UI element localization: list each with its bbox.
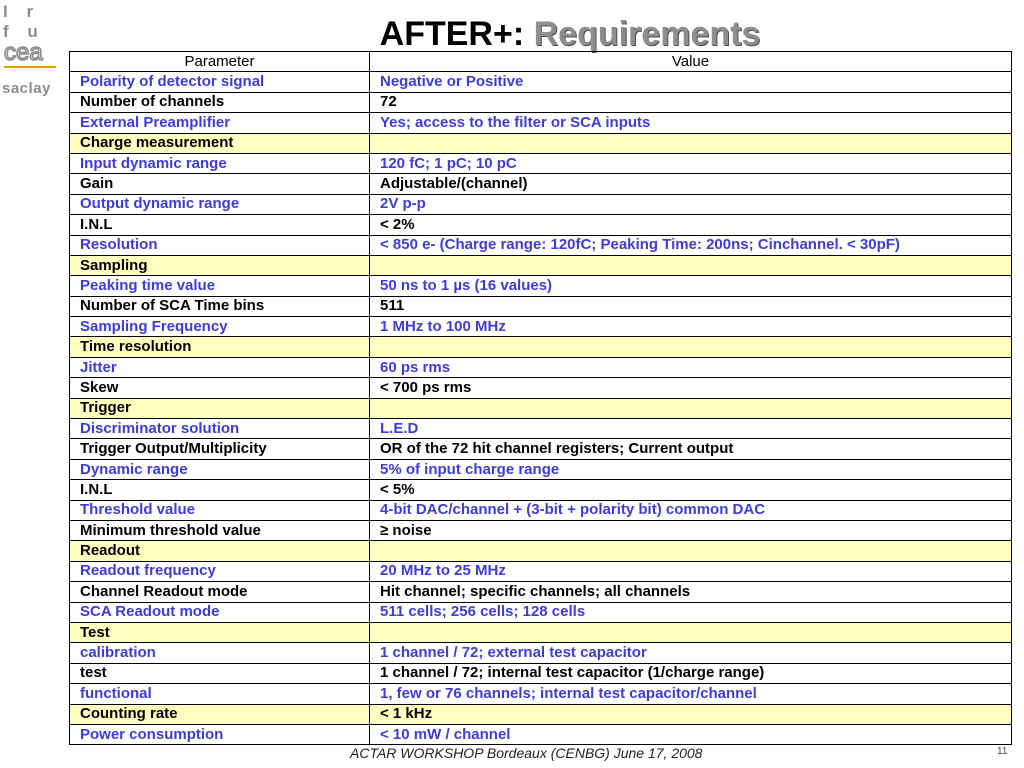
value-cell: 72 xyxy=(370,92,1012,112)
table-row xyxy=(70,520,1012,540)
parameter-cell: Skew xyxy=(70,378,370,398)
table-row xyxy=(70,174,1012,194)
parameter-cell: Charge measurement xyxy=(70,133,370,153)
parameter-cell: Channel Readout mode xyxy=(70,582,370,602)
value-cell: 511 cells; 256 cells; 128 cells xyxy=(370,602,1012,622)
parameter-cell: Polarity of detector signal xyxy=(70,72,370,92)
parameter-cell: calibration xyxy=(70,643,370,663)
parameter-cell: test xyxy=(70,663,370,683)
value-cell: 120 fC; 1 pC; 10 pC xyxy=(370,153,1012,173)
parameter-cell: Threshold value xyxy=(70,500,370,520)
parameter-cell: Readout xyxy=(70,541,370,561)
value-cell: OR of the 72 hit channel registers; Current output xyxy=(370,439,1012,459)
parameter-cell: Number of SCA Time bins xyxy=(70,296,370,316)
parameter-cell: Sampling Frequency xyxy=(70,317,370,337)
value-cell: L.E.D xyxy=(370,419,1012,439)
parameter-cell: Time resolution xyxy=(70,337,370,357)
table-row xyxy=(70,663,1012,683)
table-row xyxy=(70,602,1012,622)
parameter-cell: Test xyxy=(70,622,370,642)
value-cell: < 1 kHz xyxy=(370,704,1012,724)
value-cell: 50 ns to 1 µs (16 values) xyxy=(370,276,1012,296)
value-cell: ≥ noise xyxy=(370,520,1012,540)
title-part-1: AFTER+: xyxy=(379,15,525,53)
header-value: Value xyxy=(370,52,1012,72)
parameter-cell: Input dynamic range xyxy=(70,153,370,173)
parameter-cell: Trigger xyxy=(70,398,370,418)
parameter-cell: Resolution xyxy=(70,235,370,255)
value-cell: < 5% xyxy=(370,480,1012,500)
footer-text: ACTAR WORKSHOP Bordeaux (CENBG) June 17, 2008 xyxy=(350,745,703,761)
slide-title xyxy=(0,14,1024,54)
table-row xyxy=(70,724,1012,744)
table-header-row xyxy=(70,52,1012,72)
parameter-cell: Sampling xyxy=(70,255,370,275)
value-cell: Negative or Positive xyxy=(370,72,1012,92)
parameter-cell: Minimum threshold value xyxy=(70,520,370,540)
parameter-cell: I.N.L xyxy=(70,215,370,235)
value-cell: 1, few or 76 channels; internal test capacitor/channel xyxy=(370,684,1012,704)
parameter-cell: Gain xyxy=(70,174,370,194)
table-row xyxy=(70,643,1012,663)
logo-saclay-text: saclay xyxy=(2,80,51,97)
parameter-cell: Jitter xyxy=(70,357,370,377)
table-row xyxy=(70,317,1012,337)
value-cell: < 700 ps rms xyxy=(370,378,1012,398)
table-row xyxy=(70,378,1012,398)
table-row xyxy=(70,582,1012,602)
section-row xyxy=(70,133,1012,153)
table-row xyxy=(70,459,1012,479)
value-cell xyxy=(370,337,1012,357)
value-cell xyxy=(370,133,1012,153)
value-cell: 1 channel / 72; internal test capacitor (1/charge range) xyxy=(370,663,1012,683)
parameter-cell: Power consumption xyxy=(70,724,370,744)
table-row xyxy=(70,153,1012,173)
value-cell: 5% of input charge range xyxy=(370,459,1012,479)
parameter-cell: Peaking time value xyxy=(70,276,370,296)
table-row xyxy=(70,276,1012,296)
table-body xyxy=(70,72,1012,745)
table-row xyxy=(70,561,1012,581)
page-number: 11 xyxy=(997,746,1008,757)
value-cell: Yes; access to the filter or SCA inputs xyxy=(370,113,1012,133)
parameter-cell: Trigger Output/Multiplicity xyxy=(70,439,370,459)
table-row xyxy=(70,684,1012,704)
value-cell: 1 MHz to 100 MHz xyxy=(370,317,1012,337)
table-row xyxy=(70,215,1012,235)
parameter-cell: SCA Readout mode xyxy=(70,602,370,622)
table-row xyxy=(70,235,1012,255)
table-row xyxy=(70,419,1012,439)
value-cell: 511 xyxy=(370,296,1012,316)
parameter-cell: Number of channels xyxy=(70,92,370,112)
header-parameter: Parameter xyxy=(70,52,370,72)
table-row xyxy=(70,500,1012,520)
parameter-cell: I.N.L xyxy=(70,480,370,500)
parameter-cell: Counting rate xyxy=(70,704,370,724)
section-row xyxy=(70,704,1012,724)
value-cell: 1 channel / 72; external test capacitor xyxy=(370,643,1012,663)
value-cell xyxy=(370,622,1012,642)
value-cell: 60 ps rms xyxy=(370,357,1012,377)
value-cell: 4-bit DAC/channel + (3-bit + polarity bit) common DAC xyxy=(370,500,1012,520)
table-row xyxy=(70,72,1012,92)
table-row xyxy=(70,92,1012,112)
value-cell: < 10 mW / channel xyxy=(370,724,1012,744)
section-row xyxy=(70,398,1012,418)
table-row xyxy=(70,480,1012,500)
value-cell: 20 MHz to 25 MHz xyxy=(370,561,1012,581)
section-row xyxy=(70,337,1012,357)
section-row xyxy=(70,622,1012,642)
parameter-cell: functional xyxy=(70,684,370,704)
value-cell: < 850 e- (Charge range: 120fC; Peaking Time: 200ns; Cinchannel. < 30pF) xyxy=(370,235,1012,255)
table-row xyxy=(70,194,1012,214)
value-cell xyxy=(370,541,1012,561)
value-cell: 2V p-p xyxy=(370,194,1012,214)
value-cell: < 2% xyxy=(370,215,1012,235)
parameter-cell: Discriminator solution xyxy=(70,419,370,439)
parameter-cell: External Preamplifier xyxy=(70,113,370,133)
title-part-2: Requirements xyxy=(533,15,761,53)
table-row xyxy=(70,113,1012,133)
table-row xyxy=(70,439,1012,459)
value-cell xyxy=(370,255,1012,275)
requirements-table xyxy=(69,51,1012,745)
table-row xyxy=(70,296,1012,316)
logo-irfu-text: I r f u xyxy=(3,2,45,41)
parameter-cell: Dynamic range xyxy=(70,459,370,479)
value-cell: Adjustable/(channel) xyxy=(370,174,1012,194)
section-row xyxy=(70,541,1012,561)
value-cell xyxy=(370,398,1012,418)
value-cell: Hit channel; specific channels; all channels xyxy=(370,582,1012,602)
parameter-cell: Readout frequency xyxy=(70,561,370,581)
svg-text:cea: cea xyxy=(4,40,43,66)
table-row xyxy=(70,357,1012,377)
section-row xyxy=(70,255,1012,275)
parameter-cell: Output dynamic range xyxy=(70,194,370,214)
